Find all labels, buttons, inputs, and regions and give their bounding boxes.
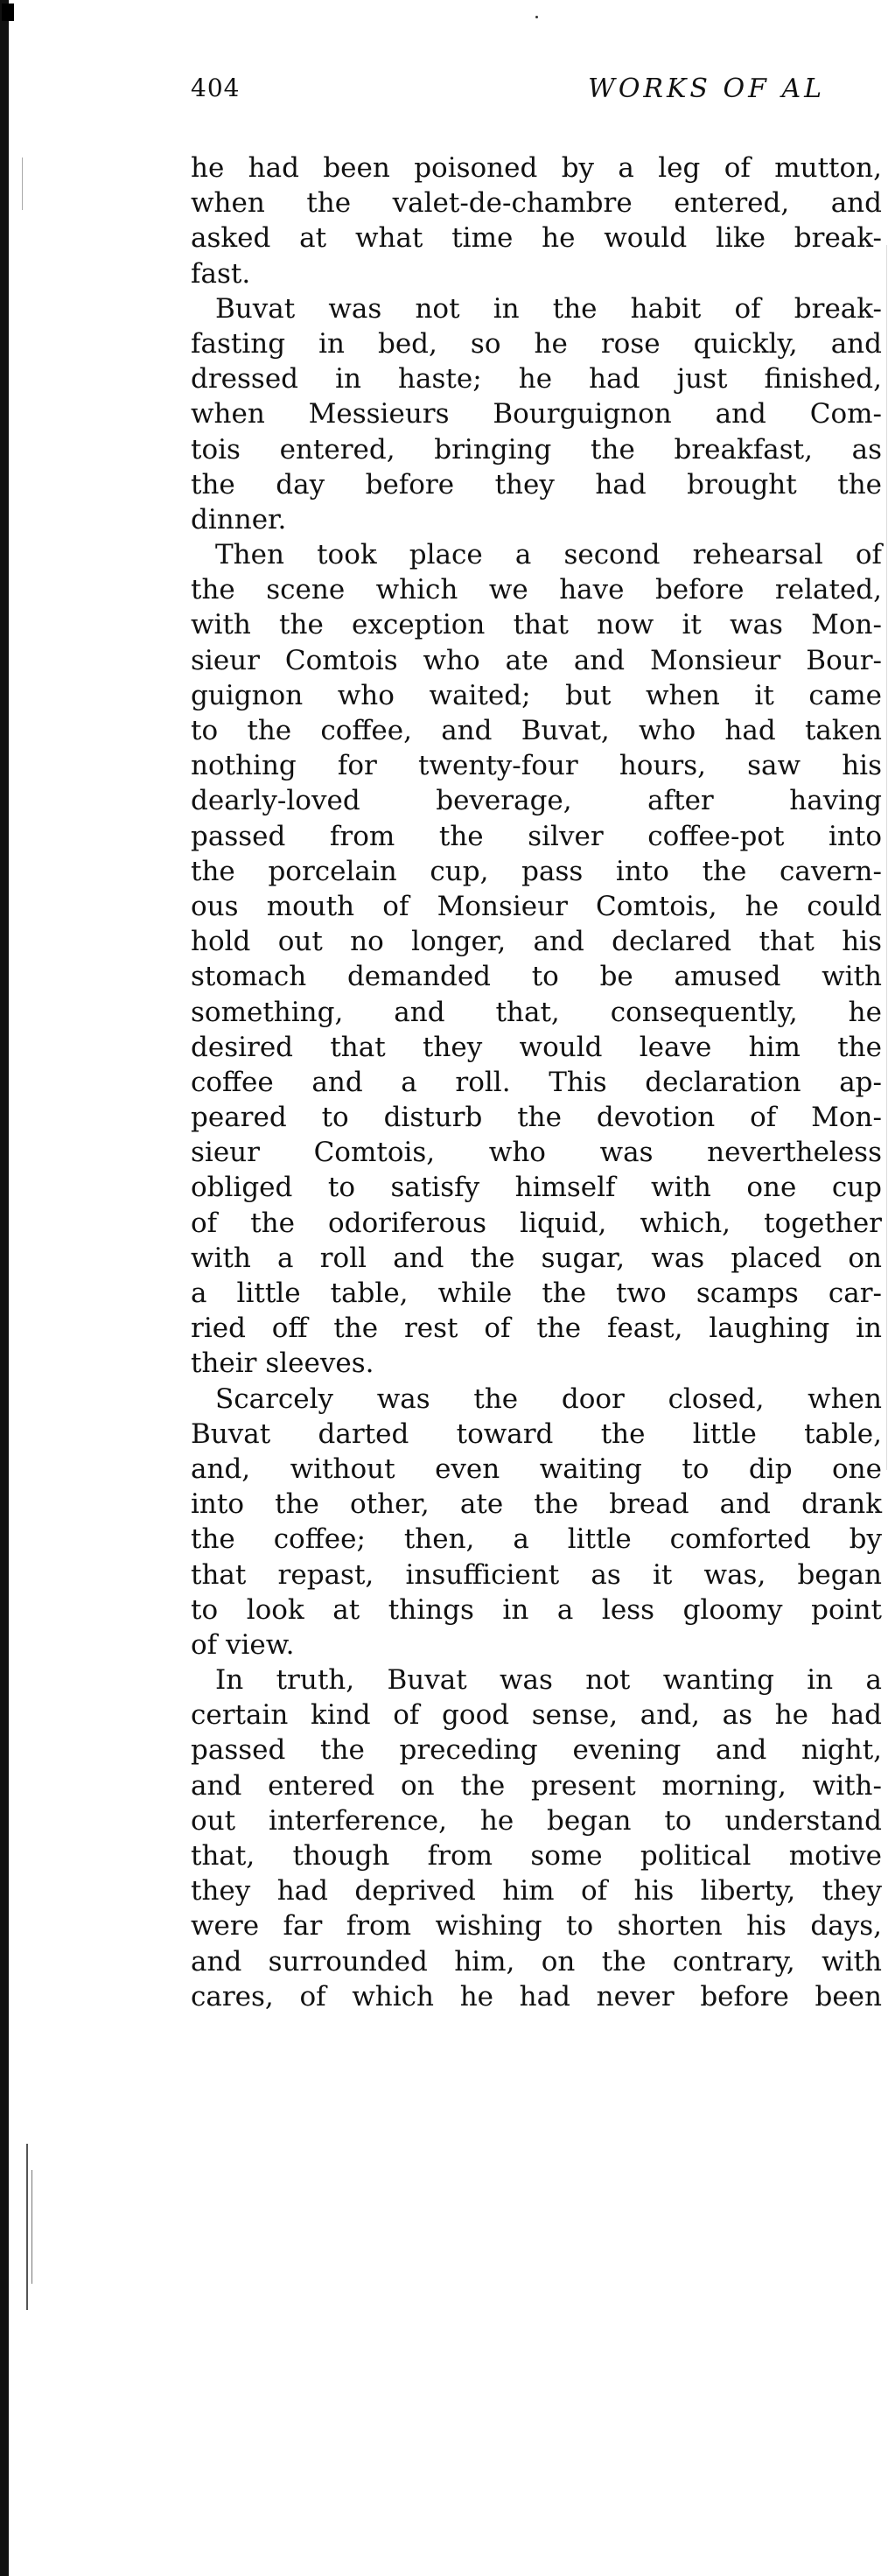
text-line: to look at things in a less gloomy point [191,1593,882,1626]
text-line: Then took place a second rehearsal of [215,539,882,571]
text-line: ous mouth of Monsieur Comtois, he could [191,890,882,922]
text-line: coffee and a roll. This declaration ap- [191,1066,882,1098]
paragraph [191,537,882,1382]
paragraph [191,1382,882,1663]
scan-right-edge [886,245,887,1470]
text-line: that repast, insufficient as it was, began [191,1558,882,1591]
scan-left-edge [0,0,9,2576]
body-text [191,150,882,2014]
text-line: he had been poisoned by a leg of mutton, [191,152,882,184]
text-line: into the other, ate the bread and drank [191,1488,882,1521]
text-line: with the exception that now it was Mon- [191,609,882,641]
text-line: fasting in bed, so he rose quickly, and [191,327,882,360]
text-line: fast. [191,257,251,290]
text-line: Scarcely was the door closed, when [215,1382,882,1415]
running-title: WORKS OF AL [588,74,826,104]
scan-corner-mark [2,4,14,21]
text-line: sieur Comtois who ate and Monsieur Bour- [191,644,882,676]
scan-gutter-mark [31,2170,32,2284]
text-line: tois entered, bringing the breakfast, as [191,433,882,466]
text-line: dearly-loved beverage, after having [191,785,882,817]
paragraph [191,291,882,537]
text-line: asked at what time he would like break- [191,222,882,255]
scan-gutter-mark [26,2144,28,2310]
text-line: of view. [191,1628,295,1661]
text-line: stomach demanded to be amused with [191,961,882,993]
text-line: desired that they would leave him the [191,1031,882,1063]
text-line: certain kind of good sense, and, as he had [191,1699,882,1732]
text-line: the day before they had brought the [191,468,882,500]
text-line: peared to disturb the devotion of Mon- [191,1102,882,1134]
scan-speck [535,16,538,18]
text-line: the porcelain cup, pass into the cavern- [191,855,882,887]
text-line: hold out no longer, and declared that his [191,926,882,958]
text-line: the scene which we have before related, [191,574,882,606]
text-line: the coffee; then, a little comforted by [191,1523,882,1556]
page-number: 404 [191,74,241,102]
text-line: In truth, Buvat was not wanting in a [215,1664,882,1697]
text-line: cares, of which he had never before been [191,1980,882,2012]
text-line: guignon who waited; but when it came [191,679,882,711]
text-line: something, and that, consequently, he [191,996,882,1028]
text-line: obliged to satisfy himself with one cup [191,1172,882,1204]
text-line: were far from wishing to shorten his days, [191,1910,882,1942]
text-line: dinner. [191,503,287,536]
page-header [191,74,891,108]
text-line: out interference, he began to understand [191,1804,882,1837]
text-line: Buvat darted toward the little table, [191,1418,882,1450]
text-line: and entered on the present morning, with- [191,1769,882,1802]
text-line: when Messieurs Bourguignon and Com- [191,398,882,430]
text-line: nothing for twenty-four hours, saw his [191,750,882,782]
text-line: dressed in haste; he had just finished, [191,363,882,396]
text-line: to the coffee, and Buvat, who had taken [191,715,882,746]
scan-gutter-mark [22,158,23,210]
text-line: passed the preceding evening and night, [191,1734,882,1767]
text-line: with a roll and the sugar, was placed on [191,1242,882,1274]
text-line: passed from the silver coffee-pot into [191,820,882,852]
text-line: their sleeves. [191,1348,374,1380]
text-line: a little table, while the two scamps car- [191,1278,882,1309]
paragraph [191,150,882,291]
text-line: Buvat was not in the habit of break- [215,292,882,325]
text-line: of the odoriferous liquid, which, together [191,1207,882,1239]
paragraph [191,1662,882,2014]
text-line: and surrounded him, on the contrary, with [191,1945,882,1978]
text-line: when the valet-de-chambre entered, and [191,187,882,220]
text-line: ried off the rest of the feast, laughing in [191,1312,882,1345]
text-line: and, without even waiting to dip one [191,1452,882,1485]
text-line: sieur Comtois, who was nevertheless [191,1137,882,1169]
text-line: that, though from some political motive [191,1840,882,1872]
text-line: they had deprived him of his liberty, they [191,1875,882,1908]
